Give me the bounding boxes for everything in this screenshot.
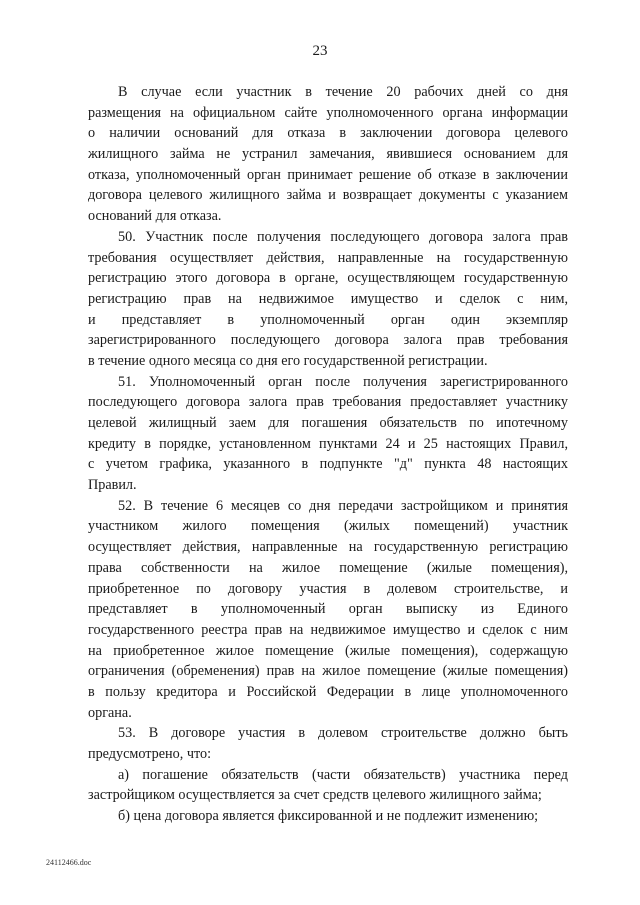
text-line: о наличии оснований для отказа в заключении договора целевого (88, 125, 568, 142)
text-line: в пользу кредитора и Российской Федерации в лице уполномоченного (88, 683, 568, 700)
text-line: на приобретенное жилое помещение (жилые помещения), содержащую (88, 642, 568, 659)
text-line: и представляет в уполномоченный орган один экземпляр (88, 311, 568, 328)
footer-filename: 24112466.doc (46, 858, 92, 867)
text-line: приобретенное по договору участия в долевом строительстве, и (88, 580, 568, 597)
text-line: договора целевого жилищного займа и возвращает документы с указанием (88, 187, 568, 204)
text-line: Правил. (88, 477, 137, 494)
text-line: государственного реестра прав на недвижимое имущество и сделок с ним (88, 621, 568, 638)
text-line: регистрацию этого договора в органе, осуществляющем государственную (88, 270, 568, 287)
text-line: требования осуществляет действия, направленные на государственную (88, 249, 568, 266)
text-line: В случае если участник в течение 20 рабочих дней со дня (118, 84, 568, 100)
text-line: ограничения (обременения) прав на жилое помещение (жилые помещения) (88, 663, 568, 680)
text-line: жилищного займа не устранил замечания, явившиеся основанием для (88, 146, 568, 163)
text-line: в течение одного месяца со дня его государственной регистрации. (88, 352, 488, 369)
text-line: целевой жилищный заем для погашения обязательств по ипотечному (88, 415, 568, 431)
document-body (88, 82, 568, 827)
text-line: 52. В течение 6 месяцев со дня передачи застройщиком и принятия (118, 497, 568, 514)
text-line: органа. (88, 704, 132, 721)
page-number: 23 (312, 43, 328, 59)
text-line: зарегистрированного последующего договора залога прав требования (88, 332, 568, 349)
text-line: участником жилого помещения (жилых помещений) участник (88, 518, 568, 535)
text-line: размещения на официальном сайте уполномоченного органа информации (88, 104, 568, 121)
text-line: последующего договора залога прав требования предоставляет участнику (88, 394, 568, 411)
text-line: 51. Уполномоченный орган после получения зарегистрированного (118, 373, 568, 390)
text-line: предусмотрено, что: (88, 746, 212, 762)
text-line: 53. В договоре участия в долевом строительстве должно быть (118, 725, 568, 742)
text-line: 50. Участник после получения последующего договора залога прав (118, 228, 568, 245)
text-line: б) цена договора является фиксированной и не подлежит изменению; (118, 808, 539, 825)
text-line: права собственности на жилое помещение (жилые помещения), (88, 559, 568, 576)
text-line: кредиту в порядке, установленном пунктами 24 и 25 настоящих Правил, (88, 435, 568, 452)
text-line: застройщиком осуществляется за счет средств целевого жилищного займа; (88, 787, 542, 804)
text-line: оснований для отказа. (88, 208, 222, 225)
text-line: отказа, уполномоченный орган принимает решение об отказе в заключении (88, 166, 568, 183)
text-line: а) погашение обязательств (части обязательств) участника перед (118, 766, 568, 783)
text-line: осуществляет действия, направленные на государственную регистрацию (88, 539, 568, 556)
text-line: с учетом графика, указанного в подпункте "д" пункта 48 настоящих (88, 456, 568, 473)
text-line: представляет в уполномоченный орган выписку из Единого (88, 601, 568, 618)
text-line: регистрацию прав на недвижимое имущество и сделок с ним, (88, 290, 568, 307)
